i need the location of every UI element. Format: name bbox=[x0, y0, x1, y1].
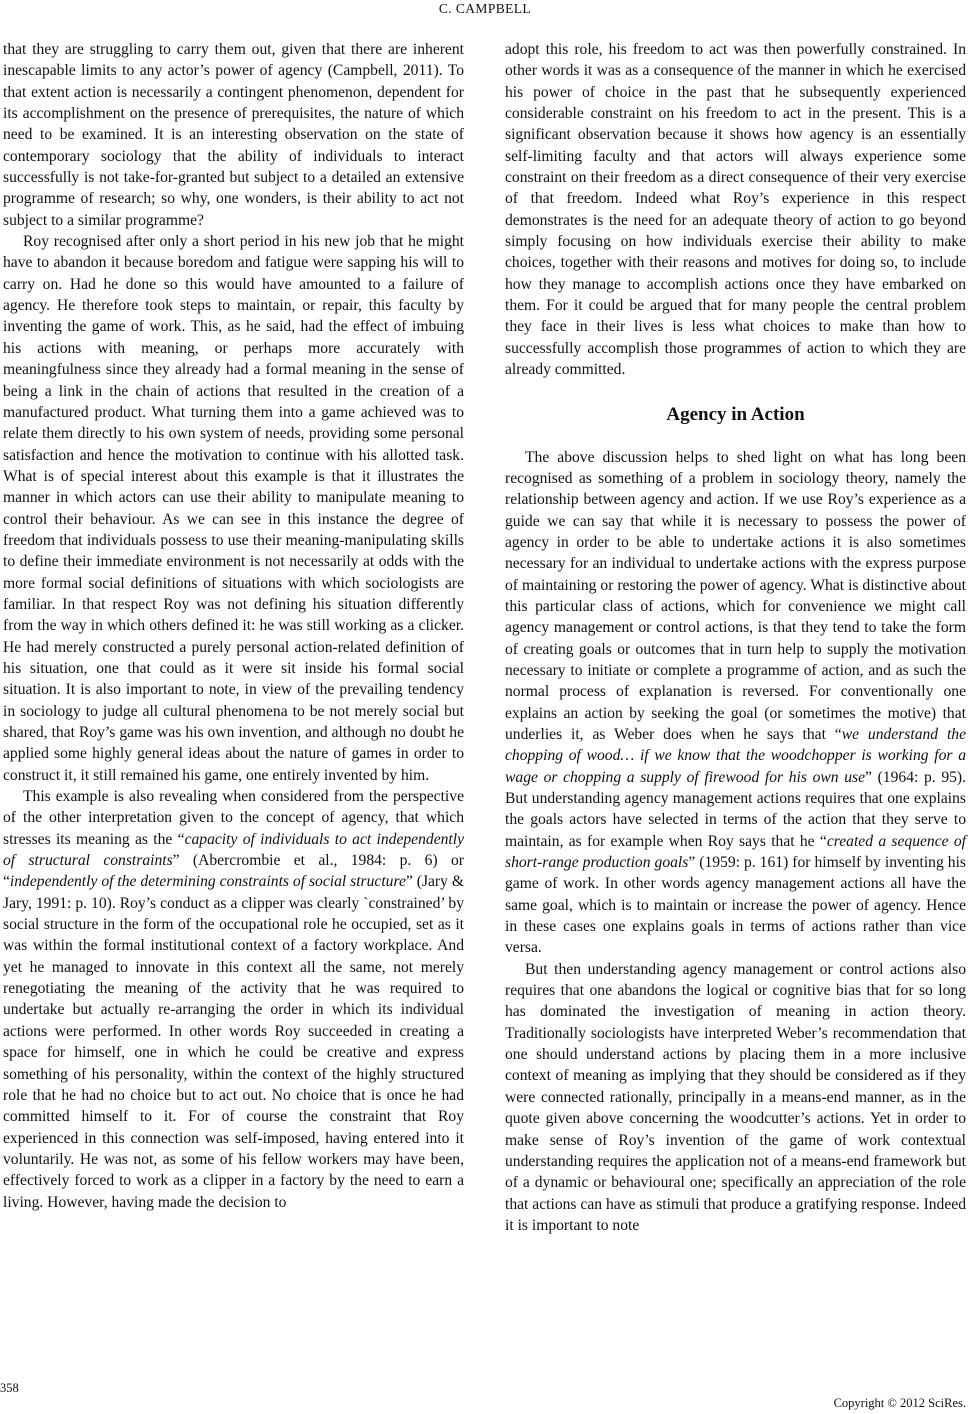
paragraph: Roy recognised after only a short period in his new job that he might have to abandon it because boredom and fatigue were sapping his will to carry on. Had he done so this would have amounted to a failure of agency. He therefore took steps to maintain, or repair, this faculty by inventing the game of work. This, as he said, had the effect of imbuing his actions with meaning, or perhaps more accurately with meaningfulness since they already had a formal meaning in the sense of being a link in the chain of actions that resulted in the creation of a manufactured product. What turning them into a game achieved was to relate them directly to his own system of needs, providing some personal satisfaction and hence the motivation to continue with his allotted task. What is of special interest about this example is that it illustrates the manner in which actors can use their ability to manipulate meaning to control their behaviour. As we can see in this instance the degree of freedom that individuals possess to use their meaning-manipulating skills to define their immediate environment is not necessarily at odds with the more formal social definitions of situations with which sociologists are familiar. In that respect Roy was not defining his situation differently from the way in which others defined it: he was still working as a clicker. He had merely constructed a purely personal action-related definition of his situation, one that could as it were sit inside his formal social situation. It is also important to note, in view of the prevailing tendency in sociology to judge all cultural phenomena to be not merely social but shared, that Roy’s game was his own invention, and although no doubt he applied some highly general ideas about the nature of games in order to construct it, it still remained his game, one entirely invented by him. bbox=[3, 233, 464, 784]
section-heading: Agency in Action bbox=[666, 403, 805, 425]
paragraph: adopt this role, his freedom to act was then powerfully constrained. In other words it was as a consequence of the manner in which he exercised his power of choice in the past that he subsequently experienced considerable constraint on his freedom to act in the present. This is a significant observation because it shows how agency is an essentially self-limiting faculty and that actors will always experience some constraint on their freedom as a direct consequence of their very exercise of that freedom. Indeed what Roy’s experience in this respect demonstrates is the need for an adequate theory of action to go beyond simply focusing on how individuals exercise their ability to make choices, together with their reasons and motives for doing so, to include how they manage to accomplish actions once they have embarked on them. For it could be argued that for many people the central problem they face in their lives is less what choices to make than how to successfully accomplish those programmes of action to which they are already committed. bbox=[505, 41, 966, 379]
paragraph-text: ” (Abercrombie et al., 1984: p. 6) or “ bbox=[3, 852, 464, 891]
copyright-notice: Copyright © 2012 SciRes. bbox=[833, 1396, 966, 1410]
paragraph-text: ” (1964: p. 95). But understanding agency management actions requires that one explains the goals actors have selected in terms of the action that they serve to maintain, as for example when Roy says that he “ bbox=[505, 768, 967, 850]
italic-quote: independently of the determining constraints of social structure bbox=[9, 873, 406, 891]
right-column bbox=[505, 39, 966, 1236]
paragraph-text: The above discussion helps to shed light on what has long been recognised as something of a problem in sociology theory, namely the relationship between agency and action. If we use Roy’s experience as a guide we can say that while it is necessary to possess the power of agency in order to be able to undertake actions it is also sometimes necessary for an individual to undertake actions with the express purpose of maintaining or restoring the power of agency. What is distinctive about this particular class of actions, which for convenience we might call agency management or control actions, is that they tend to take the form of creating goals or outcomes that in turn help to supply the motivation necessary to initiate or complete a programme of action, and as such the normal process of explanation is reversed. For conventionally one explains an action by seeking the goal (or sometimes the motive) that underlies it, as Weber does when he says that “ bbox=[505, 448, 966, 743]
paragraph: But then understanding agency management or control actions also requires that one abandons the logical or cognitive bias that for so long has dominated the investigation of meaning in action theory. Traditionally sociologists have interpreted Weber’s recommendation that one should understand actions by placing them in a more inclusive context of meaning as implying that they should be considered as if they were connected rationally, principally in a means-end manner, as in the quote given above concerning the woodcutter’s actions. Yet in order to make sense of Roy’s invention of the game of work contextual understanding requires the application not of a means-end framework but of a dynamic or behavioural one; specifically an appreciation of the role that actions can have as stimuli that produce a gratifying response. Indeed it is important to note bbox=[505, 960, 966, 1234]
paragraph-text: ” (Jary & Jary, 1991: p. 10). Roy’s conduct as a clipper was clearly `constrained’ by social structure in the form of the occupational role he occupied, set as it was within the formal institutional context of a factory workplace. And yet he managed to innovate in this context all the same, not merely renegotiating the meaning of the activity that he was required to undertake but actually re-arranging the order in which its individual actions were performed. In other words Roy succeeded in creating a space for himself, one in which he could be creative and express something of his personality, within the context of the highly structured role that he had no choice but to act out. No choice that is once he had committed himself to it. For of course the constraint that Roy experienced in this connection was self-imposed, having entered into it voluntarily. He was not, as some of his fellow workers may have been, effectively forced to work as a clipper in a factory by the need to earn a living. However, having made the decision to bbox=[3, 873, 464, 1211]
page-number: 358 bbox=[0, 1381, 19, 1395]
paragraph-text: This example is also revealing when considered from the perspective of the other interpretation given to the concept of agency, that which stresses its meaning as the “ bbox=[3, 788, 464, 848]
paragraph bbox=[3, 786, 464, 1213]
paragraph: that they are struggling to carry them out, given that there are inherent inescapable limits to any actor’s power of agency (Campbell, 2011). To that extent action is necessarily a contingent phenomenon, dependent for its accomplishment on the presence of prerequisites, the nature of which need to be examined. It is an interesting observation on the state of contemporary sociology that the ability of individuals to interact successfully is not take-for-granted but subject to a detailed an extensive programme of research; so why, one wonders, is their ability to act not subject to a similar programme? bbox=[3, 41, 464, 229]
italic-quote: created a sequence of short-range production goals bbox=[505, 832, 967, 872]
italic-quote: we understand the chopping of wood… if we know that the woodchopper is working for a wage or chopping a supply of firewood for his own use bbox=[505, 725, 967, 786]
paragraph-text: ” (1959: p. 161) for himself by inventing his game of work. In other words agency management actions all have the same goal, which is to maintain or increase the power of agency. Hence in these cases one explains goals in terms of actions rather than vice versa. bbox=[505, 854, 966, 957]
left-column bbox=[3, 39, 464, 1213]
italic-quote: capacity of individuals to act independently of structural constraints bbox=[3, 830, 465, 870]
running-head: C. CAMPBELL bbox=[438, 1, 532, 16]
paragraph bbox=[505, 447, 966, 959]
